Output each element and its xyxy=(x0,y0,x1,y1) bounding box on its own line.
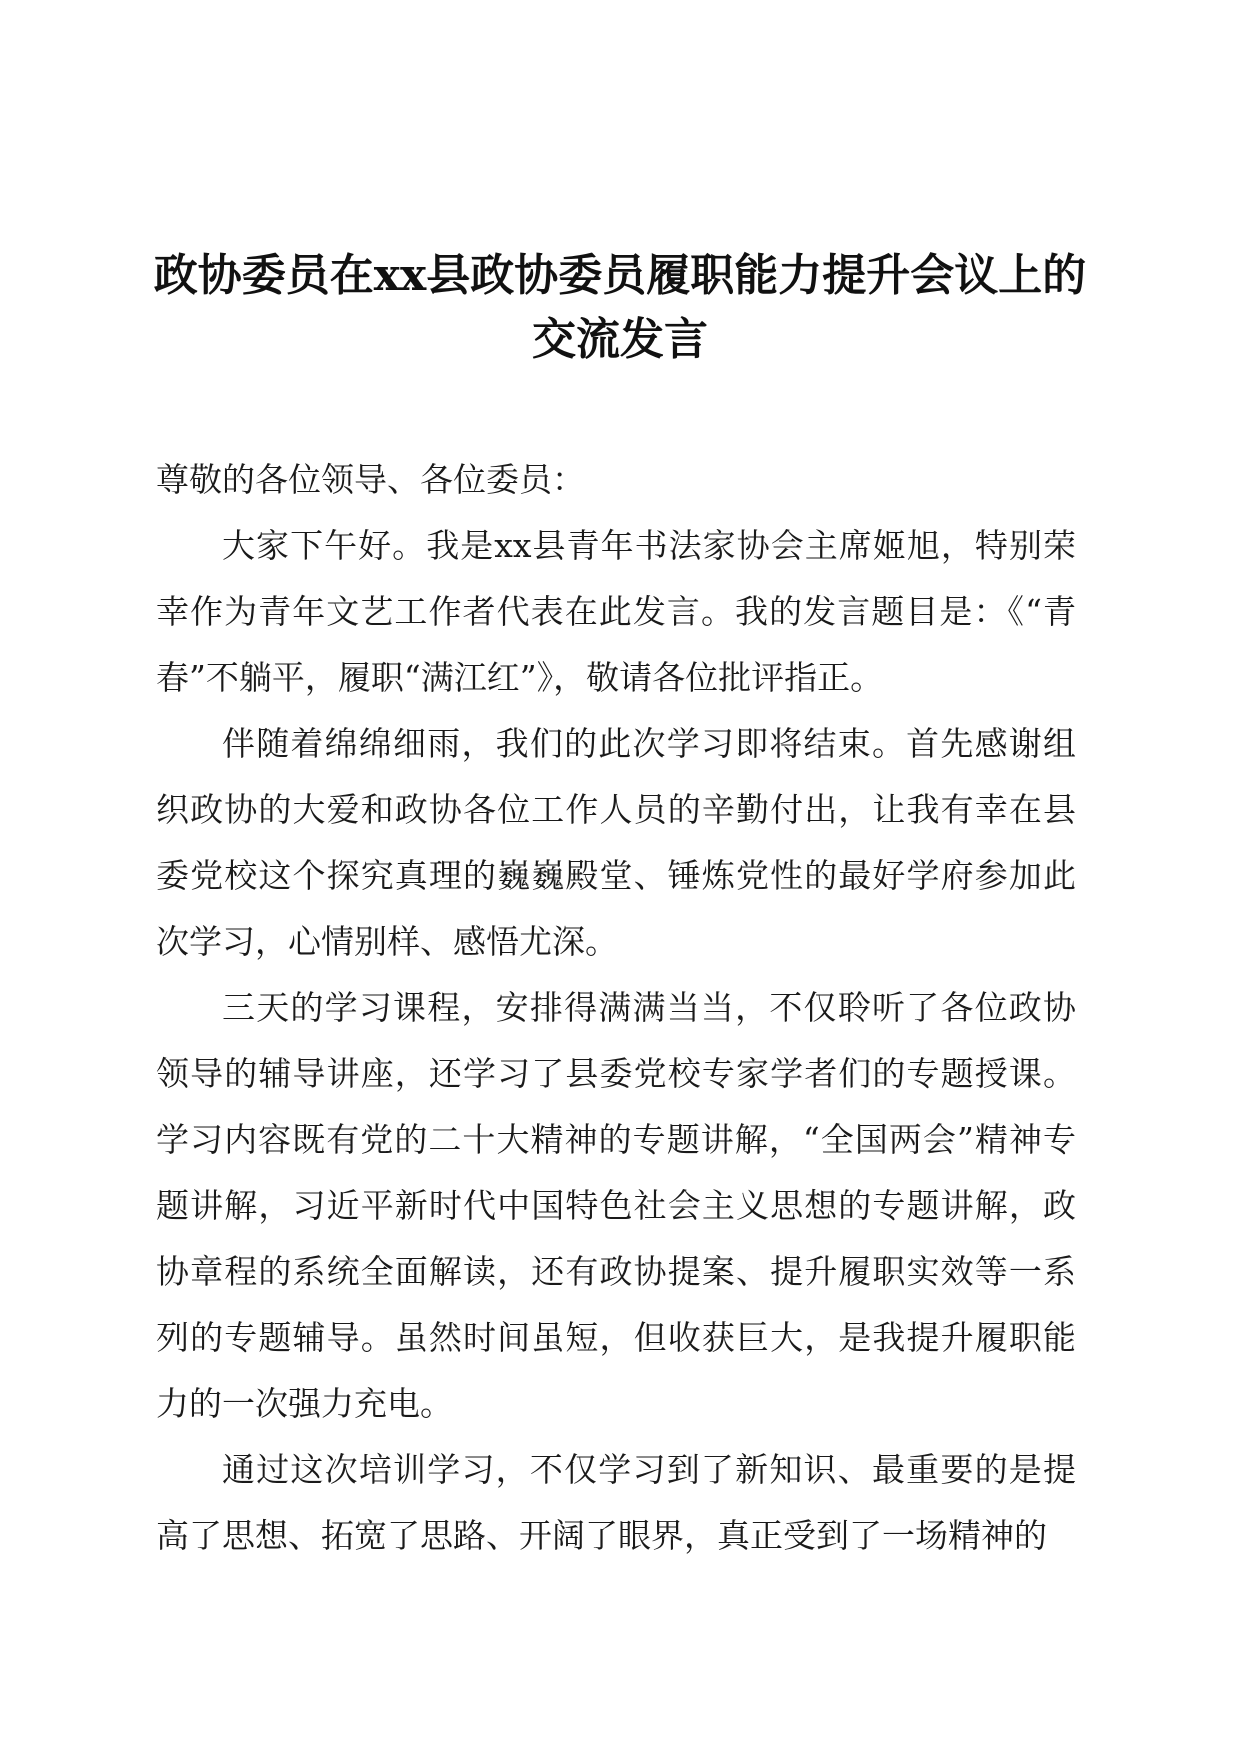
salutation: 尊敬的各位领导、各位委员： xyxy=(156,460,585,499)
paragraph-thanks: 伴随着绵绵细雨，我们的此次学习即将结束。首先感谢组织政协的大爱和政协各位工作人员的辛勤付出，让我有幸在县委党校这个探究真理的巍巍殿堂、锤炼党性的最好学府参加此次学习，心情别样、感悟尤深。 xyxy=(156,724,1076,961)
paragraph-reflection: 通过这次培训学习，不仅学习到了新知识、最重要的是提高了思想、拓宽了思路、开阔了眼界，真正受到了一场精神的 xyxy=(156,1450,1076,1555)
document-body xyxy=(156,447,1076,1569)
paragraph-courses: 三天的学习课程，安排得满满当当，不仅聆听了各位政协领导的辅导讲座，还学习了县委党校专家学者们的专题授课。学习内容既有党的二十大精神的专题讲解，“全国两会”精神专题讲解，习近平新时代中国特色社会主义思想的专题讲解，政协章程的系统全面解读，还有政协提案、提升履职实效等一系列的专题辅导。虽然时间虽短，但收获巨大，是我提升履职能力的一次强力充电。 xyxy=(156,988,1076,1423)
paragraph-greeting: 大家下午好。我是xx县青年书法家协会主席姬旭，特别荣幸作为青年文艺工作者代表在此发言。我的发言题目是：《“青春”不躺平，履职“满江红”》，敬请各位批评指正。 xyxy=(156,526,1076,697)
document-title: 政协委员在xx县政协委员履职能力提升会议上的交流发言 xyxy=(153,250,1087,365)
